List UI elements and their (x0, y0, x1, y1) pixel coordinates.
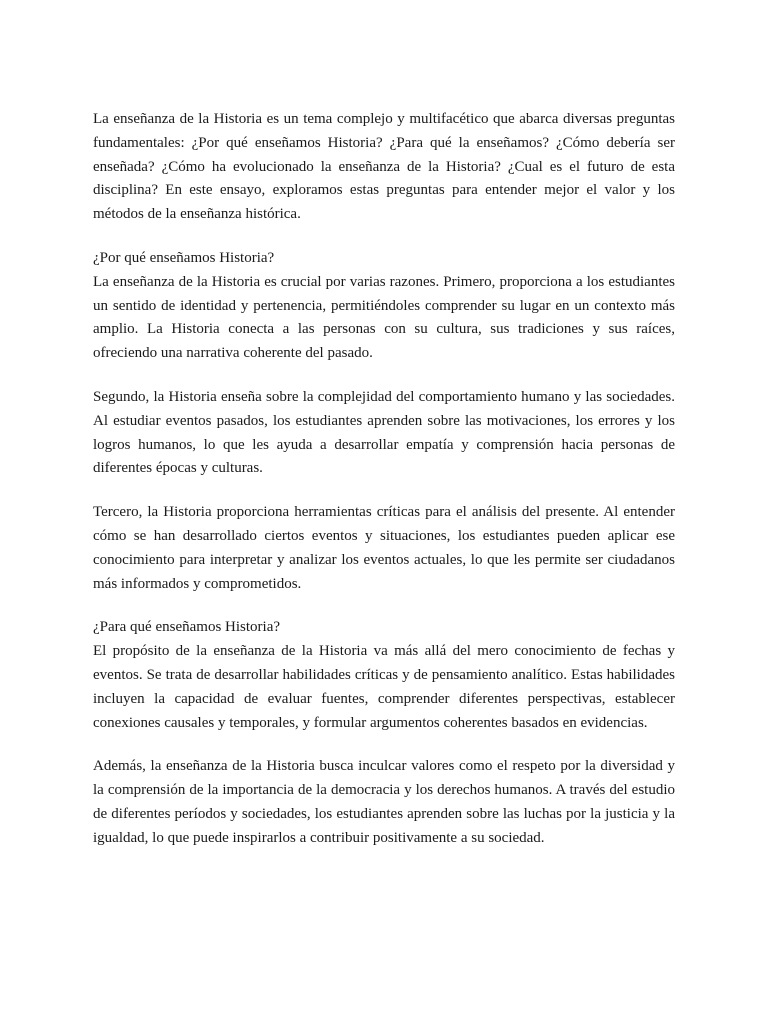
paragraph-purpose-1: El propósito de la enseñanza de la Historia va más allá del mero conocimiento de fechas y eventos. Se trata de desarrollar habilidades críticas y de pensamiento analítico. Estas habilidades incluyen la capacidad de evaluar fuentes, comprender diferentes perspectivas, establecer conexiones causales y temporales, y formular argumentos coherentes basados en evidencias. (93, 643, 675, 731)
paragraph-why-1: La enseñanza de la Historia es crucial por varias razones. Primero, proporciona a los estudiantes un sentido de identidad y pertenencia, permitiéndoles comprender su lugar en un contexto más amplio. La Historia conecta a las personas con su cultura, sus tradiciones y sus raíces, ofreciendo una narrativa coherente del pasado. (93, 273, 675, 362)
document-body (93, 108, 675, 871)
section-heading-purpose: ¿Para qué enseñamos Historia? (93, 619, 281, 636)
paragraph-purpose-2: Además, la enseñanza de la Historia busca inculcar valores como el respeto por la diversidad y la comprensión de la importancia de la democracia y los derechos humanos. A través del estudio de diferentes períodos y sociedades, los estudiantes aprenden sobre las luchas por la justicia y la igualdad, lo que puede inspirarlos a contribuir positivamente a su sociedad. (93, 758, 675, 846)
intro-paragraph: La enseñanza de la Historia es un tema complejo y multifacético que abarca diversas preguntas fundamentales: ¿Por qué enseñamos Historia? ¿Para qué la enseñamos? ¿Cómo debería ser enseñada? ¿Cómo ha evolucionado la enseñanza de la Historia? ¿Cual es el futuro de esta disciplina? En este ensayo, exploramos estas preguntas para entender mejor el valor y los métodos de la enseñanza histórica. (93, 111, 675, 223)
paragraph-why-2: Segundo, la Historia enseña sobre la complejidad del comportamiento humano y las sociedades. Al estudiar eventos pasados, los estudiantes aprenden sobre las motivaciones, los errores y los logros humanos, lo que les ayuda a desarrollar empatía y comprensión hacia personas de diferentes épocas y culturas. (93, 388, 675, 477)
section-why (93, 247, 675, 366)
section-heading-why: ¿Por qué enseñamos Historia? (93, 249, 275, 266)
paragraph-why-3: Tercero, la Historia proporciona herramientas críticas para el análisis del presente. Al entender cómo se han desarrollado ciertos eventos y situaciones, los estudiantes pueden aplicar ese conocimiento para interpretar y analizar los eventos actuales, lo que les permite ser ciudadanos más informados y comprometidos. (93, 504, 675, 592)
section-purpose (93, 616, 675, 735)
